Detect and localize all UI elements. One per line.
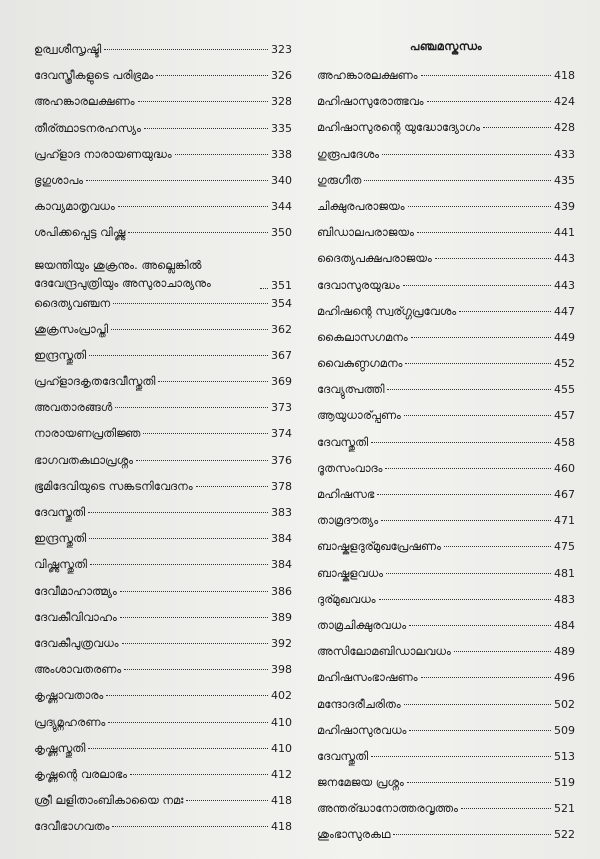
toc-entry-title: ചിക്ഷുരപരാജയം xyxy=(317,198,405,213)
toc-entry xyxy=(34,453,292,479)
toc-entry xyxy=(317,644,575,670)
toc-entry-title: ദേവകീപുത്രവധം xyxy=(34,635,119,650)
dot-leader xyxy=(385,468,551,469)
toc-entry-title: പ്രഹ്ളാദ നാരായണയുദ്ധം xyxy=(34,146,172,161)
toc-entry-title: ഗുരൂപദേശം xyxy=(317,146,380,161)
toc-entry-title: മന്ദോദരീചരിതം xyxy=(317,696,401,711)
toc-entry-title: ഉര്വ്വശീസൃഷ്ടി xyxy=(34,42,102,56)
toc-entry xyxy=(317,801,575,827)
toc-entry-page-number: 513 xyxy=(554,749,575,763)
toc-entry-title: ഇന്ദ്രസ്തുതി xyxy=(34,347,87,362)
toc-entry xyxy=(34,426,292,452)
dot-leader xyxy=(461,808,551,809)
toc-entry-title: ജയന്തിയും ശുക്രനും. അല്ലെങ്കില്‍ ദേവേന്ദ്രപുത്രിയും അസുരാചാര്യനും xyxy=(34,257,211,290)
toc-entry-page-number: 435 xyxy=(554,173,575,187)
toc-entry-page-number: 323 xyxy=(271,43,292,56)
toc-entry-page-number: 433 xyxy=(554,147,575,161)
toc-entry-page-number: 392 xyxy=(271,636,292,650)
toc-entry xyxy=(317,566,575,592)
toc-entry-title: പ്രഹ്ളാദകൃതദേവീസ്തുതി xyxy=(34,374,156,389)
toc-entry-title: കൃഷ്ണന്റെ വരലാഭം xyxy=(34,766,128,781)
toc-entry-title: അഹങ്കാരലക്ഷണം xyxy=(34,94,135,109)
toc-entry-page-number: 428 xyxy=(554,121,575,135)
toc-entry-title: കാവ്യമാതൃവധം xyxy=(34,199,115,214)
toc-entry-page-number: 522 xyxy=(554,828,575,842)
toc-entry xyxy=(317,487,575,513)
toc-entry xyxy=(34,741,292,767)
toc-entry xyxy=(34,147,292,173)
toc-entry-page-number: 467 xyxy=(554,488,575,501)
toc-entry xyxy=(317,461,575,487)
toc-entry xyxy=(317,68,575,94)
dot-leader xyxy=(408,206,551,207)
dot-leader xyxy=(113,303,268,304)
toc-list-left xyxy=(34,42,292,845)
toc-entry-page-number: 489 xyxy=(554,645,575,659)
dot-leader xyxy=(444,546,551,547)
toc-entry xyxy=(34,636,292,662)
toc-entry xyxy=(317,382,575,408)
toc-entry-page-number: 338 xyxy=(271,147,292,161)
dot-leader xyxy=(86,180,268,181)
toc-entry-title: കൃഷ്ണാവതാരം xyxy=(34,688,104,703)
toc-entry-page-number: 509 xyxy=(554,723,575,737)
toc-entry-page-number: 443 xyxy=(554,278,575,292)
toc-entry-title: മഹിഷാസുരവധം xyxy=(317,722,407,737)
toc-entry-page-number: 344 xyxy=(271,200,292,214)
toc-entry-title: അവതാരങ്ങള്‍ xyxy=(34,400,113,415)
dot-leader xyxy=(405,363,551,364)
dot-leader xyxy=(483,127,551,128)
dot-leader xyxy=(404,415,551,416)
toc-entry-title: താമ്രദൗത്യം xyxy=(317,513,379,528)
dot-leader xyxy=(128,232,268,233)
toc-entry-page-number: 471 xyxy=(554,514,575,528)
dot-leader xyxy=(88,512,268,513)
toc-entry xyxy=(317,618,575,644)
toc-entry-page-number: 484 xyxy=(554,618,575,632)
toc-entry-page-number: 376 xyxy=(271,453,292,467)
toc-entry-page-number: 457 xyxy=(554,409,575,423)
dot-leader xyxy=(186,800,268,801)
toc-entry-title: ദേവീമാഹാത്മ്യം xyxy=(34,583,117,598)
dot-leader xyxy=(175,154,268,155)
toc-entry-title: ശപിക്കപ്പെട്ട വിഷ്ണു xyxy=(34,225,126,240)
toc-entry xyxy=(34,584,292,610)
dot-leader xyxy=(371,442,551,443)
toc-entry xyxy=(34,819,292,845)
toc-entry-page-number: 354 xyxy=(271,296,292,310)
toc-entry-page-number: 367 xyxy=(271,348,292,362)
toc-entry xyxy=(317,749,575,775)
dot-leader xyxy=(120,591,268,592)
toc-entry-title: അസിലോമബിഡാലവധം xyxy=(317,644,451,659)
toc-entry xyxy=(317,304,575,330)
dot-leader xyxy=(143,433,268,434)
toc-entry-title: ബാഷ്കളവധം xyxy=(317,565,384,580)
dot-leader xyxy=(115,407,268,408)
toc-entry xyxy=(34,715,292,741)
toc-entry xyxy=(34,121,292,147)
toc-entry xyxy=(317,199,575,225)
toc-entry xyxy=(34,296,292,322)
dot-leader xyxy=(156,75,268,76)
dot-leader xyxy=(106,695,268,696)
dot-leader xyxy=(88,748,268,749)
toc-entry-title: ദേവ്യുത്പത്തി xyxy=(317,382,385,397)
toc-entry-title: ദേവാസുരയുദ്ധം xyxy=(317,277,400,292)
toc-entry-title: ശുക്രസംപ്രാപ്തി xyxy=(34,321,109,336)
toc-entry xyxy=(317,670,575,696)
toc-entry-title: കൈലാസഗമനം xyxy=(317,329,408,344)
toc-entry-page-number: 418 xyxy=(271,794,292,808)
dot-leader xyxy=(403,285,551,286)
dot-leader xyxy=(122,643,268,644)
toc-entry-title: ദേവീഭാഗവതം xyxy=(34,819,110,834)
toc-entry-title: മഹിഷാസുരന്റെ യുദ്ധോദ്യോഗം xyxy=(317,120,481,135)
toc-entry xyxy=(34,225,292,251)
toc-entry xyxy=(317,173,575,199)
dot-leader xyxy=(409,730,551,731)
dot-leader xyxy=(379,599,551,600)
toc-entry xyxy=(34,68,292,94)
dot-leader xyxy=(381,520,551,521)
toc-entry-title: മഹിഷന്റെ സ്വര്ഗ്ഗപ്രവേശം xyxy=(317,303,457,318)
toc-entry-page-number: 373 xyxy=(271,401,292,415)
toc-entry xyxy=(317,251,575,277)
dot-leader xyxy=(89,538,268,539)
toc-entry xyxy=(317,723,575,749)
toc-entry xyxy=(34,767,292,793)
dot-leader xyxy=(387,389,551,390)
dot-leader xyxy=(411,337,551,338)
toc-entry-page-number: 424 xyxy=(554,95,575,109)
toc-entry xyxy=(317,539,575,565)
toc-entry-page-number: 519 xyxy=(554,776,575,790)
toc-entry-page-number: 328 xyxy=(271,95,292,109)
toc-entry-page-number: 521 xyxy=(554,802,575,816)
toc-entry-page-number: 412 xyxy=(271,767,292,781)
toc-entry-title: ദേവസ്ത്രീകളുടെ പരിഭ്രമം xyxy=(34,68,154,83)
dot-leader xyxy=(144,128,268,129)
dot-leader xyxy=(386,573,551,574)
toc-entry-title: ദേവസ്തുതി xyxy=(317,748,369,763)
toc-entry xyxy=(34,374,292,400)
toc-entry xyxy=(317,225,575,251)
toc-entry-title: താമ്രചിക്ഷുരവധം xyxy=(317,617,407,632)
toc-entry-page-number: 402 xyxy=(271,689,292,703)
toc-entry xyxy=(34,252,292,296)
dot-leader xyxy=(120,617,268,618)
toc-entry xyxy=(317,827,575,853)
toc-entry-title: നാരായണപ്രതിജ്ഞ xyxy=(34,426,141,441)
dot-leader xyxy=(417,232,551,233)
dot-leader xyxy=(382,154,551,155)
toc-entry-page-number: 398 xyxy=(271,663,292,677)
toc-entry-title: മഹിഷാസുരോത്ഭവം xyxy=(317,94,424,109)
toc-entry xyxy=(34,610,292,636)
toc-entry-page-number: 369 xyxy=(271,375,292,389)
toc-entry-page-number: 384 xyxy=(271,532,292,546)
dot-leader xyxy=(118,206,268,207)
toc-entry-page-number: 410 xyxy=(271,741,292,755)
toc-entry xyxy=(34,42,292,68)
toc-list-right xyxy=(317,68,575,854)
toc-entry-page-number: 418 xyxy=(554,69,575,82)
toc-entry xyxy=(34,348,292,374)
toc-entry xyxy=(317,513,575,539)
section-heading: പഞ്ചമസ്കന്ധം xyxy=(409,40,483,53)
toc-entry-page-number: 443 xyxy=(554,252,575,266)
toc-entry xyxy=(34,557,292,583)
toc-entry xyxy=(34,479,292,505)
dot-leader xyxy=(158,381,268,382)
toc-entry-page-number: 439 xyxy=(554,199,575,213)
toc-entry-title: മഹിഷസംഭാഷണം xyxy=(317,670,418,685)
toc-entry-title: ദേവകീവിവാഹം xyxy=(34,609,117,624)
dot-leader xyxy=(108,722,268,723)
toc-entry-page-number: 452 xyxy=(554,357,575,371)
dot-leader xyxy=(90,564,268,565)
toc-entry xyxy=(34,199,292,225)
toc-entry-title: അഹങ്കാരലക്ഷണം xyxy=(317,68,418,82)
dot-leader xyxy=(459,311,551,312)
dot-leader xyxy=(124,669,268,670)
toc-entry-page-number: 418 xyxy=(271,820,292,834)
toc-entry xyxy=(317,775,575,801)
dot-leader xyxy=(377,494,551,495)
toc-entry-page-number: 389 xyxy=(271,610,292,624)
toc-entry-page-number: 326 xyxy=(271,69,292,83)
toc-entry-page-number: 383 xyxy=(271,506,292,519)
toc-entry-title: ഭാഗവതകഥാപ്രശ്നം xyxy=(34,452,134,467)
toc-entry-title: ദേവസ്തുതി xyxy=(34,505,86,519)
toc-entry-title: ദൈത്യപക്ഷപരാജയം xyxy=(317,251,432,266)
toc-entry-title: ഇന്ദ്രസ്തുതി xyxy=(34,531,87,546)
toc-entry-page-number: 441 xyxy=(554,226,575,240)
dot-leader xyxy=(421,75,551,76)
toc-entry-title: ആയുധാര്പ്പണം xyxy=(317,408,401,423)
toc-entry-page-number: 374 xyxy=(271,427,292,441)
toc-entry xyxy=(317,435,575,461)
toc-entry-page-number: 351 xyxy=(271,278,292,292)
toc-entry xyxy=(34,400,292,426)
toc-entry xyxy=(317,330,575,356)
toc-entry-page-number: 460 xyxy=(554,461,575,475)
dot-leader xyxy=(260,288,268,289)
toc-entry xyxy=(34,793,292,819)
toc-entry-page-number: 483 xyxy=(554,592,575,606)
dot-leader xyxy=(435,258,551,259)
dot-leader xyxy=(454,651,551,652)
toc-entry xyxy=(34,322,292,348)
toc-entry-page-number: 340 xyxy=(271,173,292,187)
toc-entry-title: തീര്ത്ഥാടനരഹസ്യം xyxy=(34,120,141,135)
toc-entry-page-number: 455 xyxy=(554,383,575,397)
toc-entry-title: ശ്രീ ലളിതാംബികായൈ നമഃ xyxy=(34,793,184,808)
toc-entry xyxy=(317,592,575,618)
toc-entry-title: മഹിഷസഭ xyxy=(317,487,375,501)
toc-entry-title: ബാഷ്കളദുര്മുഖപ്രേഷണം xyxy=(317,539,441,554)
toc-entry xyxy=(34,531,292,557)
toc-entry-page-number: 449 xyxy=(554,330,575,344)
toc-entry-title: ദുര്മുഖവധം xyxy=(317,591,376,606)
toc-entry-title: അംശാവതരണം xyxy=(34,662,122,677)
dot-leader xyxy=(112,826,268,827)
dot-leader xyxy=(138,101,268,102)
dot-leader xyxy=(364,180,551,181)
toc-entry-title: വൈകുണ്ഠഗമനം xyxy=(317,356,403,371)
dot-leader xyxy=(393,834,551,835)
dot-leader xyxy=(409,625,551,626)
dot-leader xyxy=(421,677,551,678)
toc-entry-page-number: 447 xyxy=(554,304,575,318)
toc-entry xyxy=(317,94,575,120)
toc-entry-title: ദൈത്യവഞ്ചന xyxy=(34,295,111,310)
toc-entry-page-number: 362 xyxy=(271,322,292,336)
dot-leader xyxy=(111,329,268,330)
toc-entry xyxy=(317,120,575,146)
dot-leader xyxy=(196,486,268,487)
toc-entry-title: ജനമേജയ പ്രശ്നം xyxy=(317,775,404,790)
toc-entry-title: കൃഷ്ണസ്തുതി xyxy=(34,740,86,755)
toc-entry-page-number: 410 xyxy=(271,715,292,729)
toc-entry-title: ഭൂമിദേവിയുടെ സങ്കടനിവേദനം xyxy=(34,478,193,493)
toc-entry-page-number: 496 xyxy=(554,671,575,685)
toc-entry xyxy=(317,408,575,434)
dot-leader xyxy=(371,756,551,757)
toc-entry-title: ശുംഭാസുരകഥ xyxy=(317,827,391,842)
toc-entry-page-number: 335 xyxy=(271,121,292,135)
toc-entry xyxy=(34,505,292,531)
toc-entry-title: ബിഡാലപരാജയം xyxy=(317,225,414,240)
dot-leader xyxy=(404,704,551,705)
toc-entry-page-number: 481 xyxy=(554,566,575,580)
toc-entry-title: അന്തര്ദ്ധാനോത്തരവൃത്തം xyxy=(317,801,458,816)
toc-entry xyxy=(34,688,292,714)
toc-entry xyxy=(317,278,575,304)
toc-entry-title: പ്രദ്യുമ്നഹരണം xyxy=(34,714,106,729)
toc-entry-page-number: 384 xyxy=(271,558,292,572)
toc-entry xyxy=(317,356,575,382)
toc-entry xyxy=(317,147,575,173)
toc-entry-title: ഭൃഗുശാപം xyxy=(34,172,84,187)
toc-entry-page-number: 386 xyxy=(271,584,292,598)
toc-entry-title: ദേവസ്തുതി xyxy=(317,434,369,449)
toc-entry-title: വിഷ്ണുസ്തുതി xyxy=(34,557,87,572)
toc-entry-page-number: 475 xyxy=(554,540,575,554)
toc-entry xyxy=(34,94,292,120)
dot-leader xyxy=(130,774,268,775)
dot-leader xyxy=(427,101,551,102)
toc-entry xyxy=(317,697,575,723)
toc-entry-page-number: 458 xyxy=(554,435,575,449)
toc-entry-title: ദൂതസംവാദം xyxy=(317,460,383,475)
toc-entry-title: ഗുരുഗീത xyxy=(317,172,362,187)
right-column xyxy=(317,42,575,854)
toc-entry xyxy=(34,662,292,688)
toc-entry-page-number: 378 xyxy=(271,479,292,493)
toc-entry-page-number: 350 xyxy=(271,226,292,240)
dot-leader xyxy=(89,355,268,356)
toc-entry xyxy=(34,173,292,199)
toc-entry-page-number: 502 xyxy=(554,697,575,711)
dot-leader xyxy=(407,782,551,783)
dot-leader xyxy=(136,460,268,461)
dot-leader xyxy=(104,49,268,50)
left-column xyxy=(34,42,292,845)
